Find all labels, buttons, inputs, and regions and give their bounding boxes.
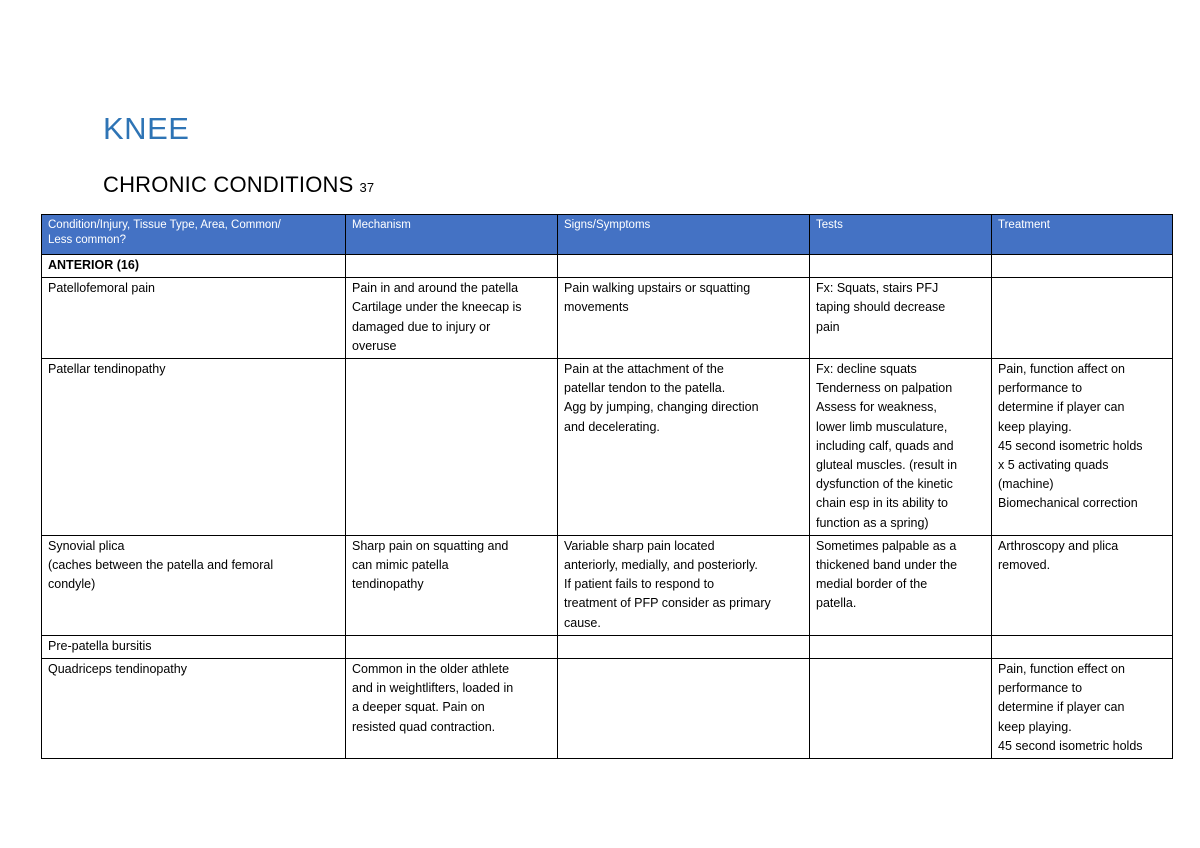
section-heading-text: CHRONIC CONDITIONS xyxy=(103,172,354,197)
cell-text-line: treatment of PFP consider as primary xyxy=(564,596,771,611)
page-title: KNEE xyxy=(103,111,190,146)
cell-text-line: (machine) xyxy=(998,477,1054,492)
cell-tests xyxy=(810,278,992,359)
cell-signs-symptoms xyxy=(558,535,810,635)
cell-mechanism xyxy=(346,535,558,635)
cell-text-line: Arthroscopy and plica xyxy=(998,538,1119,553)
cell-text-line: Fx: decline squats xyxy=(816,362,917,377)
cell-text-line: Pain in and around the patella xyxy=(352,281,519,296)
cell-condition xyxy=(42,535,346,635)
cell-mechanism xyxy=(346,255,558,278)
cell-tests xyxy=(810,535,992,635)
cell-text-line: patellar tendon to the patella. xyxy=(564,381,726,396)
cell-text-line: Patellar tendinopathy xyxy=(48,362,166,377)
cell-text-line: overuse xyxy=(352,338,397,353)
cell-text-line: patella. xyxy=(816,596,857,611)
cell-text-line: (caches between the patella and femoral xyxy=(48,558,274,573)
cell-signs-symptoms xyxy=(558,278,810,359)
cell-text-line: thickened band under the xyxy=(816,558,958,573)
table-body xyxy=(42,255,1173,759)
cell-condition xyxy=(42,659,346,759)
cell-condition xyxy=(42,635,346,658)
cell-text-line: movements xyxy=(564,300,629,315)
cell-condition xyxy=(42,278,346,359)
cell-text-line: Pain, function effect on xyxy=(998,662,1125,677)
cell-text-line: Patellofemoral pain xyxy=(48,281,156,296)
cell-signs-symptoms xyxy=(558,255,810,278)
cell-treatment xyxy=(992,255,1173,278)
column-header-treatment xyxy=(992,215,1173,255)
table-row xyxy=(42,278,1173,359)
cell-text-line: Tenderness on palpation xyxy=(816,381,953,396)
cell-text-line: Quadriceps tendinopathy xyxy=(48,662,187,677)
column-header-signs-symptoms xyxy=(558,215,810,255)
cell-treatment xyxy=(992,659,1173,759)
cell-condition xyxy=(42,255,346,278)
cell-text-line: Cartilage under the kneecap is xyxy=(352,300,522,315)
cell-text-line: Biomechanical correction xyxy=(998,496,1138,511)
cell-tests xyxy=(810,635,992,658)
cell-text-line: taping should decrease xyxy=(816,300,946,315)
header-text-line: Less common? xyxy=(48,234,126,246)
cell-mechanism xyxy=(346,278,558,359)
column-header-condition xyxy=(42,215,346,255)
cell-text-line: If patient fails to respond to xyxy=(564,577,715,592)
table-row xyxy=(42,535,1173,635)
cell-text-line: performance to xyxy=(998,381,1083,396)
cell-mechanism xyxy=(346,359,558,536)
section-row xyxy=(42,255,1173,278)
cell-text-line: Fx: Squats, stairs PFJ xyxy=(816,281,939,296)
cell-text-line: removed. xyxy=(998,558,1051,573)
cell-text-line: dysfunction of the kinetic xyxy=(816,477,953,492)
cell-signs-symptoms xyxy=(558,635,810,658)
cell-text-line: anteriorly, medially, and posteriorly. xyxy=(564,558,758,573)
page-reference: 37 xyxy=(359,180,375,195)
cell-text-line: ANTERIOR (16) xyxy=(48,258,139,272)
cell-text-line: condyle) xyxy=(48,577,96,592)
cell-text-line: function as a spring) xyxy=(816,515,929,530)
table-row xyxy=(42,659,1173,759)
cell-tests xyxy=(810,255,992,278)
cell-text-line: determine if player can xyxy=(998,400,1125,415)
column-header-tests xyxy=(810,215,992,255)
cell-text-line: Synovial plica xyxy=(48,538,125,553)
cell-text-line: 45 second isometric holds xyxy=(998,738,1143,753)
cell-text-line: Pain, function affect on xyxy=(998,362,1125,377)
cell-text-line: 45 second isometric holds xyxy=(998,438,1143,453)
cell-text-line: x 5 activating quads xyxy=(998,458,1109,473)
header-text-line: Tests xyxy=(816,219,843,231)
cell-mechanism xyxy=(346,659,558,759)
cell-text-line: performance to xyxy=(998,681,1083,696)
section-heading xyxy=(103,170,374,203)
cell-treatment xyxy=(992,278,1173,359)
cell-text-line: including calf, quads and xyxy=(816,438,954,453)
header-text-line: Mechanism xyxy=(352,219,411,231)
cell-treatment xyxy=(992,535,1173,635)
cell-text-line: Pain at the attachment of the xyxy=(564,362,724,377)
cell-text-line: tendinopathy xyxy=(352,577,424,592)
cell-text-line: Variable sharp pain located xyxy=(564,538,715,553)
header-text-line: Condition/Injury, Tissue Type, Area, Common/ xyxy=(48,219,281,231)
cell-text-line: can mimic patella xyxy=(352,558,449,573)
cell-signs-symptoms xyxy=(558,359,810,536)
cell-text-line: Pre-patella bursitis xyxy=(48,638,152,653)
cell-text-line: Assess for weakness, xyxy=(816,400,937,415)
cell-text-line: lower limb musculature, xyxy=(816,419,948,434)
cell-condition xyxy=(42,359,346,536)
header-text-line: Signs/Symptoms xyxy=(564,219,651,231)
column-header-mechanism xyxy=(346,215,558,255)
cell-tests xyxy=(810,659,992,759)
header-text-line: Treatment xyxy=(998,219,1050,231)
cell-treatment xyxy=(992,359,1173,536)
cell-text-line: chain esp in its ability to xyxy=(816,496,949,511)
cell-text-line: Sharp pain on squatting and xyxy=(352,538,509,553)
cell-text-line: pain xyxy=(816,319,840,334)
cell-mechanism xyxy=(346,635,558,658)
cell-text-line: cause. xyxy=(564,615,601,630)
cell-text-line: and in weightlifters, loaded in xyxy=(352,681,514,696)
cell-treatment xyxy=(992,635,1173,658)
table-header-row xyxy=(42,215,1173,255)
cell-tests xyxy=(810,359,992,536)
table-row xyxy=(42,359,1173,536)
cell-text-line: keep playing. xyxy=(998,419,1072,434)
cell-signs-symptoms xyxy=(558,659,810,759)
cell-text-line: medial border of the xyxy=(816,577,928,592)
cell-text-line: keep playing. xyxy=(998,719,1072,734)
cell-text-line: Agg by jumping, changing direction xyxy=(564,400,759,415)
cell-text-line: and decelerating. xyxy=(564,419,660,434)
cell-text-line: a deeper squat. Pain on xyxy=(352,700,485,715)
cell-text-line: Pain walking upstairs or squatting xyxy=(564,281,751,296)
conditions-table xyxy=(41,214,1173,759)
table-row xyxy=(42,635,1173,658)
cell-text-line: Common in the older athlete xyxy=(352,662,510,677)
cell-text-line: resisted quad contraction. xyxy=(352,719,496,734)
cell-text-line: Sometimes palpable as a xyxy=(816,538,957,553)
cell-text-line: determine if player can xyxy=(998,700,1125,715)
cell-text-line: gluteal muscles. (result in xyxy=(816,458,958,473)
cell-text-line: damaged due to injury or xyxy=(352,319,491,334)
